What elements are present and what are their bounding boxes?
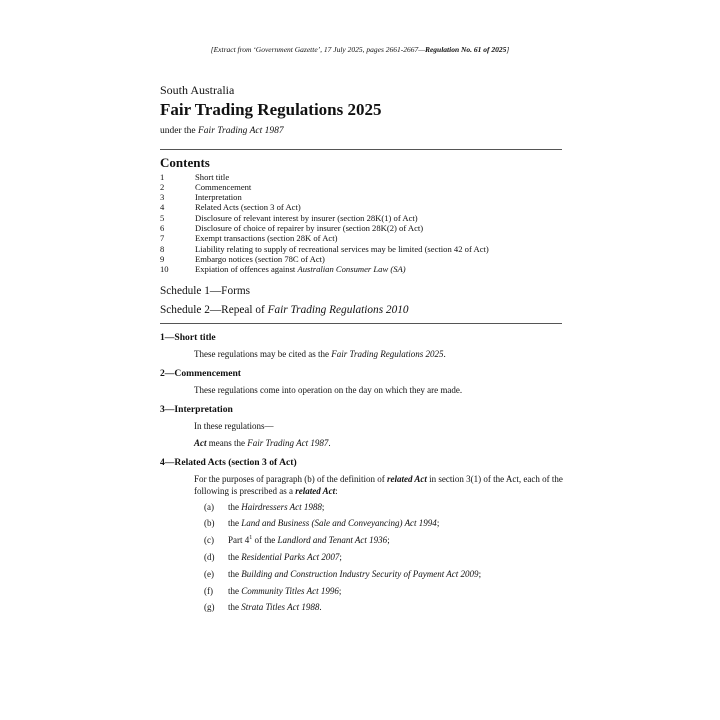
text: Part 4 — [228, 535, 250, 545]
section-1-text — [194, 348, 564, 360]
toc-number: 2 — [160, 181, 165, 192]
related-act-item — [204, 502, 324, 512]
text: the — [228, 518, 242, 528]
act-name: Strata Titles Act 1988 — [241, 602, 320, 612]
text: ; — [321, 502, 325, 512]
text: the — [228, 602, 242, 612]
toc-number: 9 — [160, 253, 165, 264]
section-2-text: These regulations come into operation on the day on which they are made. — [194, 385, 463, 395]
act-name: Fair Trading Act 1987 — [247, 438, 329, 448]
toc-title: Expiation of offences against — [195, 264, 298, 275]
item-label: (g) — [204, 602, 215, 612]
related-act-item — [204, 602, 322, 612]
section-3-intro: In these regulations— — [194, 421, 274, 431]
text: of the — [252, 535, 278, 545]
toc-number: 1 — [160, 171, 165, 182]
toc-item[interactable] — [160, 192, 562, 202]
item-label: (a) — [204, 502, 214, 512]
toc-number: 4 — [160, 202, 165, 213]
schedule-2-prefix: Schedule 2—Repeal of — [160, 304, 268, 316]
footnote-ref[interactable]: 1 — [249, 535, 253, 541]
toc-number: 6 — [160, 222, 165, 233]
section-2-heading: 2—Commencement — [160, 368, 241, 379]
definition-act — [194, 437, 564, 449]
toc-title: Liability relating to supply of recreational services may be limited (section 42 of Act) — [195, 243, 489, 254]
text: . — [328, 438, 331, 448]
toc-title: Short title — [195, 171, 230, 182]
section-4-text — [194, 473, 564, 497]
toc-title: Related Acts (section 3 of Act) — [195, 202, 301, 213]
toc-item[interactable] — [160, 182, 562, 192]
related-act-item — [204, 535, 390, 545]
item-label: (b) — [204, 518, 215, 528]
gazette-regulation-number: Regulation No. 61 of 2025 — [424, 45, 507, 54]
under-prefix: under the — [160, 126, 198, 136]
toc-number: 3 — [160, 192, 165, 203]
contents-heading: Contents — [160, 155, 210, 170]
gazette-suffix: ] — [506, 45, 510, 54]
regulation-name: Fair Trading Regulations 2025 — [331, 349, 444, 359]
regulation-title: Fair Trading Regulations 2025 — [160, 100, 382, 119]
toc-number: 10 — [160, 264, 169, 275]
toc-title-italic: Australian Consumer Law (SA) — [297, 264, 406, 275]
toc-item[interactable] — [160, 264, 562, 274]
related-act-item — [204, 552, 342, 562]
schedule-2-act: Fair Trading Regulations 2010 — [267, 304, 409, 316]
schedule-2-link[interactable] — [160, 304, 409, 316]
text: the — [228, 569, 242, 579]
toc-title: Embargo notices (section 78C of Act) — [195, 253, 325, 264]
defined-term: related Act — [295, 486, 336, 496]
toc-item[interactable] — [160, 254, 562, 264]
text: : — [335, 486, 338, 496]
related-act-item — [204, 586, 341, 596]
jurisdiction: South Australia — [160, 83, 235, 97]
text: the — [228, 552, 242, 562]
toc-number: 8 — [160, 243, 165, 254]
text: the — [228, 502, 242, 512]
item-label: (c) — [204, 535, 214, 545]
item-label: (f) — [204, 586, 213, 596]
divider — [160, 149, 562, 150]
section-3-heading: 3—Interpretation — [160, 404, 233, 415]
toc-item[interactable] — [160, 244, 562, 254]
gazette-extract-note — [0, 45, 720, 54]
toc-item[interactable] — [160, 213, 562, 223]
toc-item[interactable] — [160, 202, 562, 212]
act-name: Hairdressers Act 1988 — [241, 502, 322, 512]
parent-act: Fair Trading Act 1987 — [198, 126, 284, 136]
item-label: (d) — [204, 552, 215, 562]
text: in section 3(1) of the Act, each of the following is prescribed as a — [194, 474, 563, 496]
item-label: (e) — [204, 569, 214, 579]
act-name: Land and Business (Sale and Conveyancing) Act 1994 — [241, 518, 437, 528]
contents-list — [160, 172, 562, 275]
act-name: Residential Parks Act 2007 — [241, 552, 340, 562]
toc-title: Interpretation — [195, 192, 242, 203]
toc-item[interactable] — [160, 172, 562, 182]
toc-title: Commencement — [195, 181, 252, 192]
text: These regulations may be cited as the — [194, 349, 332, 359]
text: ; — [387, 535, 390, 545]
act-name: Building and Construction Industry Security of Payment Act 2009 — [241, 569, 479, 579]
defined-term: related Act — [386, 474, 427, 484]
act-name: Community Titles Act 1996 — [241, 586, 339, 596]
related-act-item — [204, 518, 439, 528]
related-act-item — [204, 569, 481, 579]
toc-item[interactable] — [160, 233, 562, 243]
text: the — [228, 586, 242, 596]
text: ; — [338, 586, 342, 596]
under-act-line — [160, 126, 284, 136]
toc-title: Disclosure of choice of repairer by insurer (section 28K(2) of Act) — [195, 222, 424, 233]
text: For the purposes of paragraph (b) of the definition of — [194, 474, 387, 484]
text: means the — [206, 438, 248, 448]
toc-item[interactable] — [160, 223, 562, 233]
toc-number: 7 — [160, 233, 165, 244]
text: ; — [339, 552, 342, 562]
text: ; — [478, 569, 482, 579]
divider — [160, 323, 562, 324]
section-1-heading: 1—Short title — [160, 332, 216, 343]
toc-number: 5 — [160, 212, 165, 223]
act-name: Landlord and Tenant Act 1936 — [277, 535, 388, 545]
defined-term: Act — [194, 438, 207, 448]
gazette-prefix: [Extract from ‘Government Gazette’, 17 July 2025, pages 2661-2667— — [210, 45, 425, 54]
schedule-1-link[interactable]: Schedule 1—Forms — [160, 285, 251, 297]
text: . — [443, 349, 446, 359]
toc-title: Exempt transactions (section 28K of Act) — [195, 233, 338, 244]
text: . — [319, 602, 322, 612]
toc-title: Disclosure of relevant interest by insurer (section 28K(1) of Act) — [195, 212, 418, 223]
text: ; — [436, 518, 440, 528]
section-4-heading: 4—Related Acts (section 3 of Act) — [160, 457, 297, 468]
